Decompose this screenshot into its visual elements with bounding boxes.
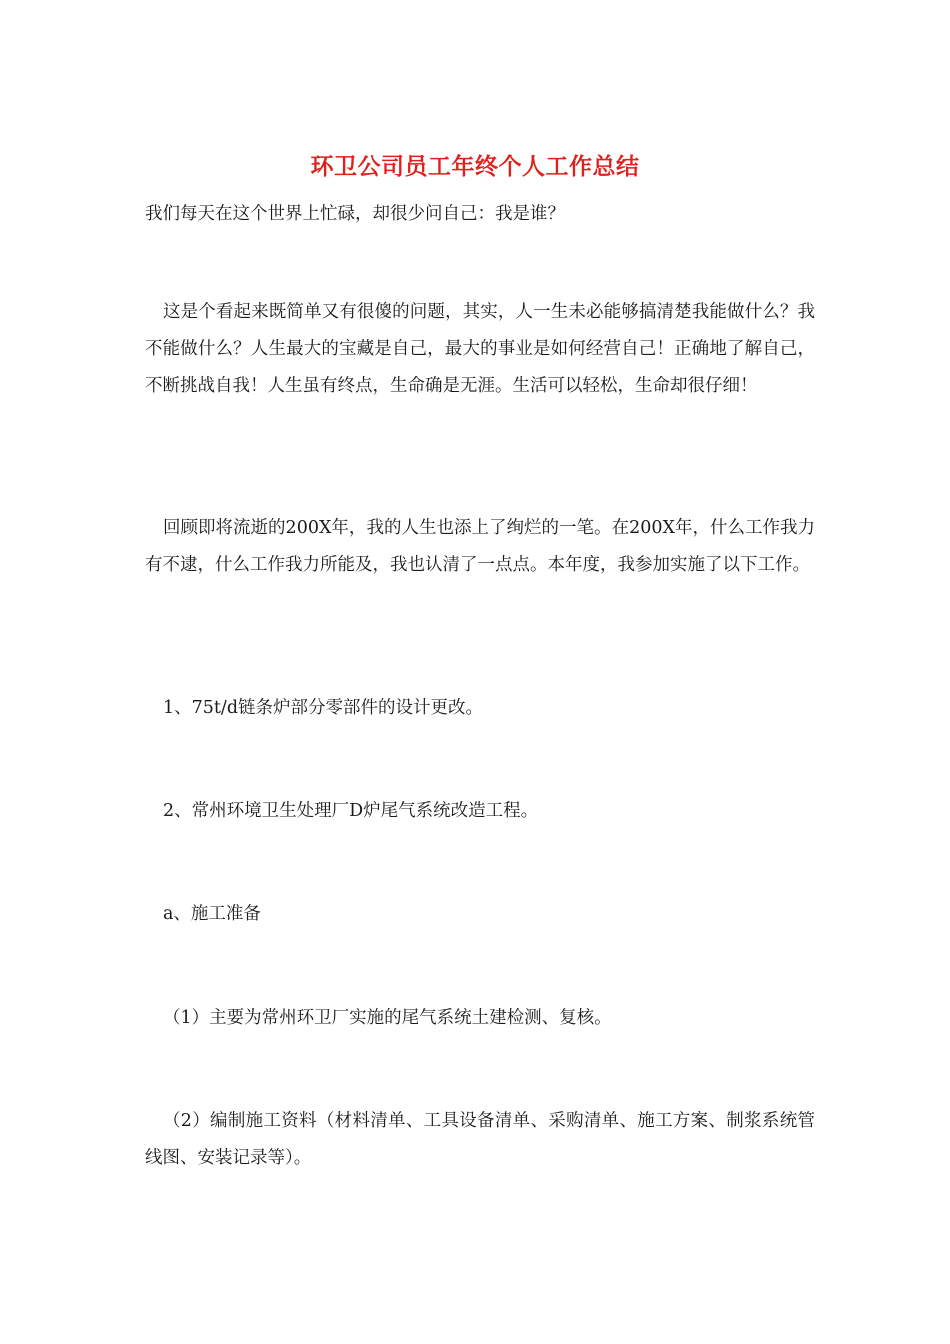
sub-item-1: （1）主要为常州环卫厂实施的尾气系统土建检测、复核。	[163, 1008, 612, 1028]
paragraph-year-review: 回顾即将流逝的200X年，我的人生也添上了绚烂的一笔。在200X年，什么工作我力有不逮，什么工作我力所能及，我也认清了一点点。本年度，我参加实施了以下工作。	[145, 518, 815, 575]
paragraph-self-reflection: 这是个看起来既简单又有很傻的问题，其实，人一生未必能够搞清楚我能做什么？我不能做什么？人生最大的宝藏是自己，最大的事业是如何经营自己！正确地了解自己，不断挑战自我！人生虽有终点，生命确是无涯。生活可以轻松，生命却很仔细！	[145, 302, 815, 396]
subheading-a: a、施工准备	[163, 904, 261, 924]
document-title: 环卫公司员工年终个人工作总结	[310, 153, 640, 180]
list-item-2: 2、常州环境卫生处理厂D炉尾气系统改造工程。	[163, 801, 539, 821]
sub-item-2: （2）编制施工资料（材料清单、工具设备清单、采购清单、施工方案、制浆系统管线图、安装记录等）。	[145, 1111, 815, 1168]
list-item-1: 1、75t/d链条炉部分零部件的设计更改。	[163, 698, 484, 718]
paragraph-intro: 我们每天在这个世界上忙碌，却很少问自己：我是谁？	[145, 204, 565, 224]
